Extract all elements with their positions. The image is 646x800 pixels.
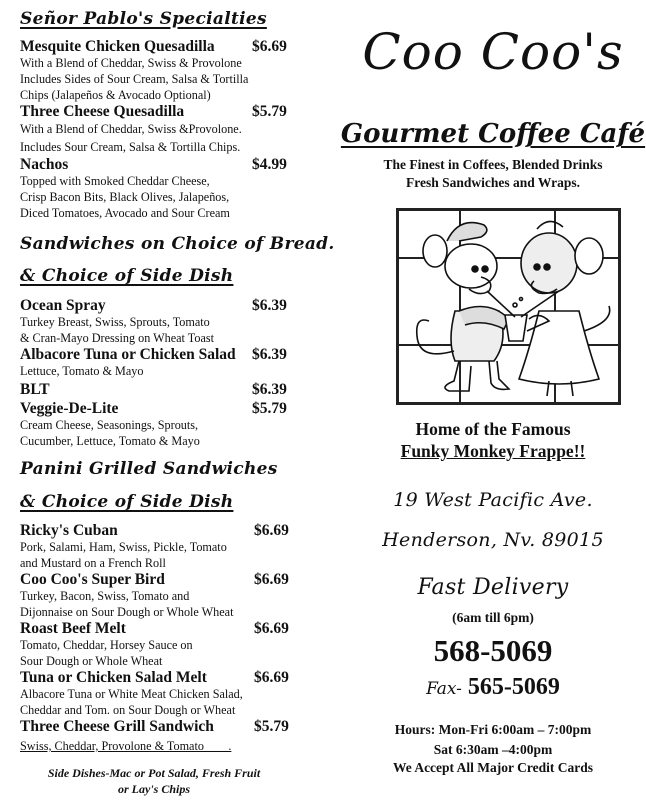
item-desc: With a Blend of Cheddar, Swiss &Provolone. — [20, 122, 242, 136]
delivery-hours: (6am till 6pm) — [452, 610, 534, 625]
item-desc: Includes Sour Cream, Salsa & Tortilla Chips. — [20, 140, 241, 154]
home-line: Home of the Famous — [415, 419, 571, 439]
section-title: Sandwiches on Choice of Bread. — [20, 234, 335, 254]
monkeys-sharing-drink-icon — [399, 211, 618, 402]
menu-item — [20, 571, 302, 620]
item-price: $6.69 — [254, 571, 289, 588]
item-desc: Sour Dough or Whole Wheat — [20, 654, 163, 668]
item-desc: Cream Cheese, Seasonings, Sprouts, — [20, 418, 199, 432]
menu-item — [20, 669, 302, 718]
item-price: $5.79 — [254, 718, 289, 735]
item-price: $6.69 — [254, 669, 289, 686]
item-name: Nachos — [20, 156, 69, 173]
menu-item — [20, 718, 302, 754]
item-desc: Lettuce, Tomato & Mayo — [20, 364, 144, 378]
item-price: $6.39 — [252, 381, 287, 398]
item-name: Ocean Spray — [20, 297, 106, 314]
section-panini — [20, 458, 278, 513]
menu-item — [20, 156, 300, 221]
item-price: $5.79 — [252, 400, 287, 417]
item-name: Coo Coo's Super Bird — [20, 571, 165, 588]
side-note-line: or Lay's Chips — [117, 782, 190, 796]
menu-item — [20, 522, 302, 571]
address-line-1: 19 West Pacific Ave. — [393, 489, 593, 511]
credit-cards: We Accept All Major Credit Cards — [392, 760, 594, 775]
item-desc: With a Blend of Cheddar, Swiss & Provolone — [20, 56, 242, 70]
section-title: Panini Grilled Sandwiches — [20, 459, 278, 479]
item-desc: & Cran-Mayo Dressing on Wheat Toast — [20, 331, 214, 345]
fax-line — [340, 673, 646, 703]
section-subtitle: & Choice of Side Dish — [20, 492, 234, 512]
menu-item — [20, 297, 300, 346]
item-name: BLT — [20, 381, 50, 398]
item-desc: Cucumber, Lettuce, Tomato & Mayo — [20, 434, 200, 448]
item-price: $6.69 — [254, 620, 289, 637]
specialties-items — [20, 38, 300, 221]
item-name: Albacore Tuna or Chicken Salad — [20, 346, 236, 363]
cafe-info-column — [340, 0, 646, 775]
item-name: Mesquite Chicken Quesadilla — [20, 38, 215, 55]
item-desc: Includes Sides of Sour Cream, Salsa & Tortilla — [20, 72, 249, 86]
item-price: $6.39 — [252, 346, 287, 363]
item-desc: Albacore Tuna or White Meat Chicken Salad, — [20, 687, 243, 701]
item-price: $6.39 — [252, 297, 287, 314]
section-subtitle: & Choice of Side Dish — [20, 266, 234, 286]
signature-drink: Funky Monkey Frappe!! — [400, 441, 586, 461]
menu-item — [20, 381, 300, 398]
delivery-heading: Fast Delivery — [417, 575, 569, 600]
panini-items — [20, 522, 302, 754]
item-name: Veggie-De-Lite — [20, 400, 119, 417]
item-desc: Diced Tomatoes, Avocado and Sour Cream — [20, 206, 230, 220]
item-desc: Cheddar and Tom. on Sour Dough or Wheat — [20, 703, 236, 717]
address-line-2: Henderson, Nv. 89015 — [382, 529, 604, 551]
item-price: $5.79 — [252, 103, 287, 120]
item-desc: Swiss, Cheddar, Provolone & Tomato____. — [20, 739, 232, 753]
section-specialties — [20, 8, 267, 30]
item-price: $6.69 — [254, 522, 289, 539]
item-name: Three Cheese Grill Sandwich — [20, 718, 214, 735]
hours-line-1: Hours: Mon-Fri 6:00am – 7:00pm — [394, 722, 592, 737]
sandwich-items — [20, 297, 300, 449]
item-desc: Crisp Bacon Bits, Black Olives, Jalapeños, — [20, 190, 230, 204]
section-title: Señor Pablo's Specialties — [20, 9, 267, 29]
fax-label: Fax- — [426, 679, 462, 699]
side-dishes-note — [20, 765, 288, 797]
menu-item — [20, 103, 300, 156]
famous-banner — [340, 418, 646, 462]
monkey-illustration — [396, 208, 621, 405]
menu-item — [20, 346, 300, 379]
hours-line-2: Sat 6:30am –4:00pm — [433, 742, 553, 757]
phone-number[interactable]: 568-5069 — [433, 633, 553, 668]
item-price: $6.69 — [252, 38, 287, 55]
section-sandwiches — [20, 233, 335, 287]
item-name: Three Cheese Quesadilla — [20, 103, 185, 120]
item-desc: Turkey, Bacon, Swiss, Tomato and — [20, 589, 190, 603]
fax-number: 565-5069 — [467, 674, 560, 700]
item-desc: Chips (Jalapeños & Avocado Optional) — [20, 88, 211, 102]
item-name: Tuna or Chicken Salad Melt — [20, 669, 207, 686]
item-desc: Pork, Salami, Ham, Swiss, Pickle, Tomato — [20, 540, 227, 554]
item-name: Ricky's Cuban — [20, 522, 118, 539]
item-desc: Dijonnaise on Sour Dough or Whole Wheat — [20, 605, 234, 619]
item-name: Roast Beef Melt — [20, 620, 126, 637]
side-note-line: Side Dishes-Mac or Pot Salad, Fresh Fruit — [47, 766, 261, 780]
tagline-line: Fresh Sandwiches and Wraps. — [405, 175, 581, 190]
menu-item — [20, 400, 300, 449]
item-desc: Tomato, Cheddar, Horsey Sauce on — [20, 638, 193, 652]
item-desc: Turkey Breast, Swiss, Sprouts, Tomato — [20, 315, 210, 329]
tagline-line: The Finest in Coffees, Blended Drinks — [383, 157, 603, 172]
menu-item — [20, 620, 302, 669]
item-desc: Topped with Smoked Cheddar Cheese, — [20, 174, 210, 188]
item-desc: and Mustard on a French Roll — [20, 556, 166, 570]
cafe-logo: Coo Coo's — [362, 23, 624, 81]
cafe-subtitle: Gourmet Coffee Café — [340, 119, 646, 149]
item-price: $4.99 — [252, 156, 287, 173]
menu-item — [20, 38, 300, 103]
